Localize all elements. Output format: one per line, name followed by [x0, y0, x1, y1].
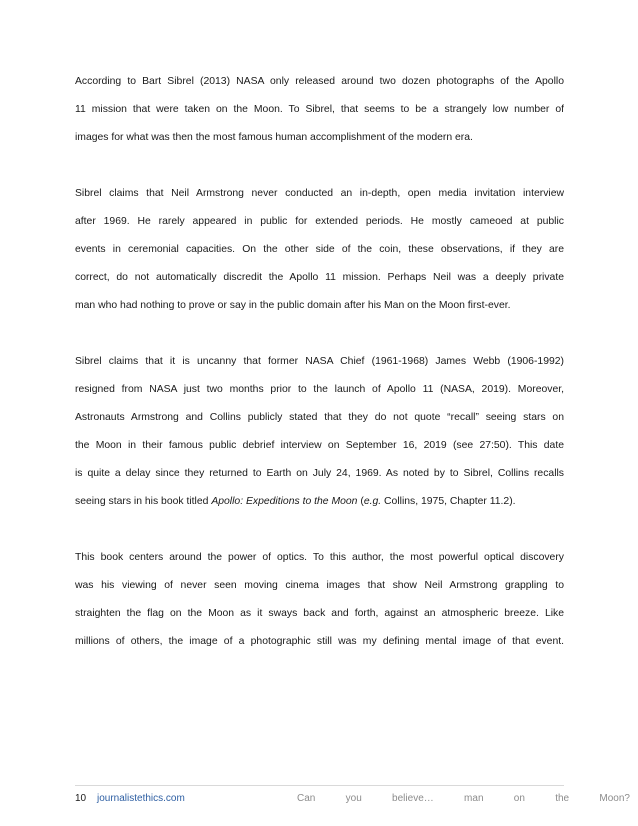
footer-tagline: Can you believe… man on the Moon?	[297, 793, 630, 804]
paragraph-3	[75, 348, 564, 516]
text-run: (	[357, 496, 364, 507]
text-line: was his viewing of never seen moving cinema images that show Neil Armstrong grappling to	[75, 580, 564, 591]
text-line: after 1969. He rarely appeared in public for extended periods. He mostly cameoed at public	[75, 216, 564, 227]
text-line: man who had nothing to prove or say in the public domain after his Man on the Moon first-ever.	[75, 300, 511, 311]
paragraph-2	[75, 180, 564, 320]
page-number: 10	[75, 793, 87, 804]
text-run: Collins, 1975, Chapter 11.2).	[381, 496, 516, 507]
paragraph-1	[75, 68, 564, 152]
text-line: Astronauts Armstrong and Collins publicly stated that they do not quote “recall” seeing stars on	[75, 412, 564, 423]
text-line: This book centers around the power of optics. To this author, the most powerful optical discovery	[75, 552, 564, 563]
text-line-with-citation	[75, 488, 564, 516]
text-line: resigned from NASA just two months prior to the launch of Apollo 11 (NASA, 2019). Moreover,	[75, 384, 564, 395]
text-line: straighten the flag on the Moon as it sways back and forth, against an atmospheric breeze. Like	[75, 608, 564, 619]
text-line: is quite a delay since they returned to Earth on July 24, 1969. As noted by to Sibrel, Collins recalls	[75, 468, 564, 479]
text-line: Sibrel claims that Neil Armstrong never conducted an in-depth, open media invitation interview	[75, 188, 564, 199]
book-title: Apollo: Expeditions to the Moon	[211, 496, 358, 507]
text-line: According to Bart Sibrel (2013) NASA only released around two dozen photographs of the Apollo	[75, 76, 564, 87]
footer-divider	[75, 785, 564, 786]
eg-abbreviation: e.g.	[363, 496, 382, 507]
footer-site-name: journalistethics.com	[97, 793, 185, 804]
text-line: Sibrel claims that it is uncanny that former NASA Chief (1961-1968) James Webb (1906-1992)	[75, 356, 564, 367]
text-line: correct, do not automatically discredit the Apollo 11 mission. Perhaps Neil was a deeply private	[75, 272, 564, 283]
text-line: images for what was then the most famous human accomplishment of the modern era.	[75, 132, 473, 143]
page-footer	[75, 792, 630, 806]
text-run: seeing stars in his book titled	[75, 496, 212, 507]
text-line: millions of others, the image of a photographic still was my defining mental image of that event.	[75, 636, 564, 647]
text-line: the Moon in their famous public debrief interview on September 16, 2019 (see 27:50). This date	[75, 440, 564, 451]
text-line: events in ceremonial capacities. On the other side of the coin, these observations, if they are	[75, 244, 564, 255]
text-line: 11 mission that were taken on the Moon. To Sibrel, that seems to be a strangely low number of	[75, 104, 564, 115]
body-text	[75, 68, 564, 656]
paragraph-4	[75, 544, 564, 656]
